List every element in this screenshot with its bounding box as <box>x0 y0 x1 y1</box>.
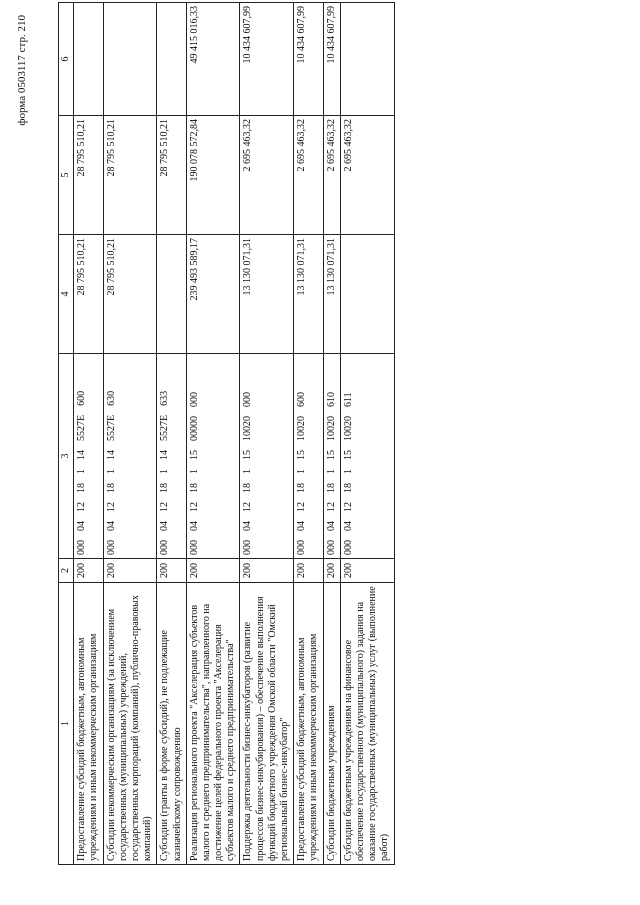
code-part: 15 <box>242 450 254 460</box>
code-part: 18 <box>325 483 337 493</box>
form-label: форма 0503117 стр. 210 <box>16 15 28 126</box>
row-line-code: 200 <box>103 559 157 583</box>
code-part: 1 <box>342 469 354 474</box>
table-row <box>340 3 394 865</box>
row-name: Субсидии некоммерческим организациям (за исключением государственных (муниципальных) учреждений, государственных корпораций (компаний), публично-правовых компаний) <box>103 583 157 865</box>
code-part: 600 <box>76 390 88 406</box>
table-body <box>74 3 394 865</box>
column-header-3: 3 <box>59 354 74 559</box>
row-approved-amount <box>157 235 186 354</box>
row-executed-amount: 2 695 463,32 <box>294 116 323 235</box>
row-executed-amount: 2 695 463,32 <box>240 116 294 235</box>
row-name: Предоставление субсидий бюджетным, автономным учреждениям и иным некоммерческим организациям <box>294 583 323 865</box>
code-part: 04 <box>159 521 171 531</box>
row-name: Субсидии (гранты в форме субсидий), не подлежащие казначейскому сопровождению <box>157 583 186 865</box>
code-part: 000 <box>188 540 200 555</box>
row-executed-amount: 28 795 510,21 <box>157 116 186 235</box>
code-part: 14 <box>76 450 88 460</box>
row-budget-classification-code <box>340 354 394 559</box>
code-part: 18 <box>188 483 200 493</box>
row-line-code: 200 <box>294 559 323 583</box>
code-part: 04 <box>242 521 254 531</box>
row-unexecuted-amount: 49 415 016,33 <box>186 3 240 116</box>
row-approved-amount: 13 130 071,31 <box>240 235 294 354</box>
code-part: 1 <box>159 469 171 474</box>
code-part: 611 <box>342 392 354 407</box>
table-row <box>157 3 186 865</box>
code-part: 18 <box>159 483 171 493</box>
code-part: 12 <box>325 502 337 512</box>
table-row <box>74 3 103 865</box>
code-part: 04 <box>342 521 354 531</box>
row-unexecuted-amount: 10 434 607,99 <box>323 3 340 116</box>
row-executed-amount: 2 695 463,32 <box>340 116 394 235</box>
column-header-4: 4 <box>59 235 74 354</box>
code-part: 15 <box>296 450 308 460</box>
code-part: 12 <box>105 502 117 512</box>
row-budget-classification-code <box>74 354 103 559</box>
code-part: 12 <box>242 502 254 512</box>
row-line-code: 200 <box>240 559 294 583</box>
row-name: Реализация регионального проекта "Акселерация субъектов малого и среднего предпринимательства", направленного на достижение целей федерального проекта "Акселерация субъектов малого и среднего предпринимательства" <box>186 583 240 865</box>
row-approved-amount: 239 493 589,17 <box>186 235 240 354</box>
row-unexecuted-amount: 10 434 607,99 <box>294 3 323 116</box>
code-part: 10020 <box>325 416 337 441</box>
code-part: 12 <box>342 502 354 512</box>
column-header-5: 5 <box>59 116 74 235</box>
code-part: 18 <box>105 483 117 493</box>
row-executed-amount: 28 795 510,21 <box>74 116 103 235</box>
code-part: 12 <box>296 502 308 512</box>
code-part: 000 <box>296 540 308 555</box>
code-part: 04 <box>296 521 308 531</box>
code-part: 000 <box>105 540 117 555</box>
row-budget-classification-code <box>294 354 323 559</box>
row-unexecuted-amount <box>157 3 186 116</box>
code-part: 1 <box>325 469 337 474</box>
code-part: 1 <box>188 469 200 474</box>
row-unexecuted-amount <box>74 3 103 116</box>
row-unexecuted-amount <box>103 3 157 116</box>
code-part: 18 <box>242 483 254 493</box>
table-row <box>294 3 323 865</box>
row-approved-amount: 13 130 071,31 <box>323 235 340 354</box>
code-part: 610 <box>325 392 337 407</box>
code-part: 14 <box>105 450 117 460</box>
code-part: 15 <box>188 450 200 460</box>
code-part: 000 <box>76 540 88 555</box>
code-part: 633 <box>159 390 171 406</box>
row-line-code: 200 <box>323 559 340 583</box>
row-name: Предоставление субсидий бюджетным, автономным учреждениям и иным некоммерческим организациям <box>74 583 103 865</box>
code-part: 12 <box>159 502 171 512</box>
code-part: 000 <box>342 540 354 555</box>
row-approved-amount: 28 795 510,21 <box>74 235 103 354</box>
row-unexecuted-amount <box>340 3 394 116</box>
column-header-1: 1 <box>59 583 74 865</box>
code-part: 00000 <box>188 416 200 441</box>
column-header-2: 2 <box>59 559 74 583</box>
code-part: 04 <box>76 521 88 531</box>
code-part: 15 <box>325 450 337 460</box>
code-part: 10020 <box>342 416 354 441</box>
code-part: 04 <box>188 521 200 531</box>
row-approved-amount <box>340 235 394 354</box>
row-approved-amount: 28 795 510,21 <box>103 235 157 354</box>
code-part: 1 <box>296 469 308 474</box>
table-row <box>323 3 340 865</box>
code-part: 600 <box>296 392 308 407</box>
header-row <box>59 3 74 865</box>
code-part: 1 <box>76 469 88 474</box>
code-part: 000 <box>159 540 171 555</box>
row-line-code: 200 <box>340 559 394 583</box>
code-part: 000 <box>188 392 200 407</box>
row-name: Субсидии бюджетным учреждениям <box>323 583 340 865</box>
row-name: Поддержка деятельности бизнес-инкубаторов (развитие процессов бизнес-инкубирования) – обеспечение выполнения функций бюджетного учреждения Омской области "Омский региональный бизнес-инкубатор" <box>240 583 294 865</box>
code-part: 000 <box>325 540 337 555</box>
code-part: 10020 <box>296 416 308 441</box>
code-part: 04 <box>105 521 117 531</box>
row-line-code: 200 <box>186 559 240 583</box>
row-budget-classification-code <box>103 354 157 559</box>
code-part: 1 <box>242 469 254 474</box>
row-approved-amount: 13 130 071,31 <box>294 235 323 354</box>
row-executed-amount: 190 078 572,84 <box>186 116 240 235</box>
code-part: 18 <box>296 483 308 493</box>
code-part: 5527Е <box>76 414 88 441</box>
row-name: Субсидии бюджетным учреждениям на финансовое обеспечение государственного (муниципального) задания на оказание государственных (муниципальных) услуг (выполнение работ) <box>340 583 394 865</box>
row-budget-classification-code <box>186 354 240 559</box>
code-part: 18 <box>342 483 354 493</box>
code-part: 000 <box>242 392 254 407</box>
code-part: 5527Е <box>105 414 117 441</box>
code-part: 1 <box>105 469 117 474</box>
code-part: 12 <box>188 502 200 512</box>
code-part: 18 <box>76 483 88 493</box>
code-part: 04 <box>325 521 337 531</box>
table-row <box>103 3 157 865</box>
code-part: 10020 <box>242 416 254 441</box>
code-part: 15 <box>342 450 354 460</box>
table-row <box>186 3 240 865</box>
row-executed-amount: 28 795 510,21 <box>103 116 157 235</box>
code-part: 12 <box>76 502 88 512</box>
code-part: 14 <box>159 450 171 460</box>
table-row <box>240 3 294 865</box>
row-line-code: 200 <box>157 559 186 583</box>
row-budget-classification-code <box>323 354 340 559</box>
code-part: 5527Е <box>159 414 171 441</box>
row-executed-amount: 2 695 463,32 <box>323 116 340 235</box>
column-header-6: 6 <box>59 3 74 116</box>
row-budget-classification-code <box>157 354 186 559</box>
row-budget-classification-code <box>240 354 294 559</box>
row-line-code: 200 <box>74 559 103 583</box>
code-part: 630 <box>105 390 117 406</box>
row-unexecuted-amount: 10 434 607,99 <box>240 3 294 116</box>
budget-execution-table <box>58 2 395 865</box>
code-part: 000 <box>242 540 254 555</box>
